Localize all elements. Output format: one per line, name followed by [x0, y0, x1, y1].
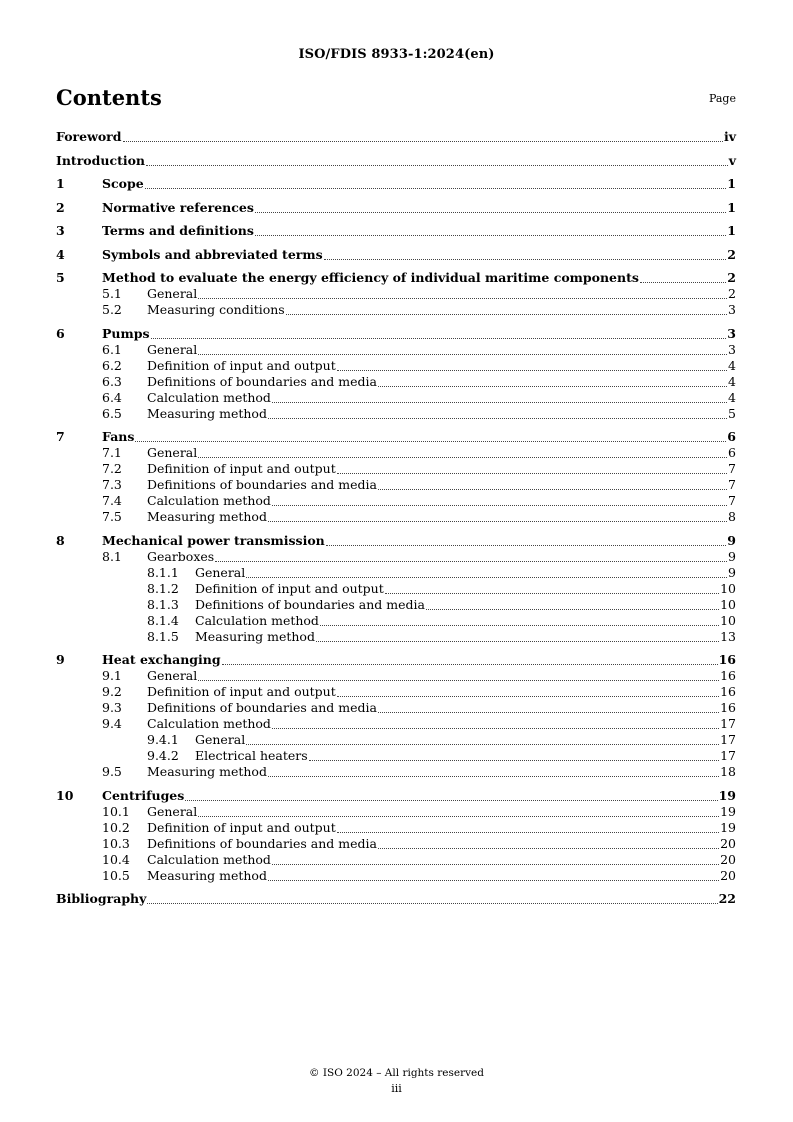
toc-entry[interactable]	[56, 269, 736, 286]
toc-entry-page: 9	[728, 548, 736, 564]
toc-entry-page: 4	[728, 373, 736, 389]
toc-entry-number: 3	[56, 223, 65, 238]
toc-entry[interactable]	[56, 565, 736, 581]
dot-leader	[268, 521, 727, 522]
dot-leader	[426, 609, 719, 610]
toc-entry-page: 2	[727, 270, 736, 285]
toc-entry-title: Calculation method	[147, 851, 271, 867]
toc-entry-title: Measuring method	[147, 867, 267, 883]
toc-entry-number: 9.4.1	[147, 732, 179, 747]
toc-entry-number: 9.1	[102, 668, 122, 683]
toc-entry-page: 1	[727, 176, 736, 191]
toc-entry-page: 2	[727, 246, 736, 262]
toc-entry-number: 7.1	[102, 445, 122, 460]
toc-entry-number: 6	[56, 325, 65, 341]
toc-entry-number: 1	[56, 176, 65, 191]
toc-entry-number: 10.2	[102, 819, 130, 835]
toc-entry[interactable]	[56, 302, 736, 318]
toc-entry[interactable]	[56, 128, 736, 145]
toc-entry-page: 8	[728, 509, 736, 524]
toc-entry-title: Definitions of boundaries and media	[147, 835, 377, 851]
toc-entry-title: Definition of input and output	[147, 819, 336, 835]
toc-entry-number: 10.3	[102, 835, 130, 851]
dot-leader	[198, 298, 727, 299]
dot-leader	[147, 903, 717, 904]
toc-entry-title: Pumps	[102, 325, 150, 341]
dot-leader	[378, 712, 719, 713]
toc-entry-title: Definition of input and output	[147, 461, 336, 476]
toc-entry-title: Method to evaluate the energy efficiency of individual maritime components	[102, 270, 639, 285]
toc-entry-title: Measuring method	[147, 509, 267, 524]
toc-entry[interactable]	[56, 325, 736, 342]
toc-entry[interactable]	[56, 684, 736, 700]
toc-entry-number: 8.1.5	[147, 628, 179, 644]
toc-entry-title: Mechanical power transmission	[102, 532, 325, 548]
dot-leader	[272, 402, 727, 403]
toc-entry[interactable]	[56, 787, 736, 804]
dot-leader	[215, 561, 727, 562]
toc-entry[interactable]	[56, 342, 736, 358]
dot-leader	[378, 848, 719, 849]
toc-entry-title: Heat exchanging	[102, 652, 221, 667]
toc-entry[interactable]	[56, 445, 736, 461]
dot-leader	[316, 641, 719, 642]
dot-leader	[135, 441, 726, 442]
page-number: iii	[391, 1082, 402, 1095]
toc-entry[interactable]	[56, 493, 736, 509]
contents-title: Contents	[56, 85, 162, 110]
dot-leader	[268, 418, 727, 419]
toc-entry[interactable]	[56, 764, 736, 780]
toc-entry-title: Fans	[102, 429, 135, 444]
toc-entry-number: 7.2	[102, 461, 122, 476]
page-column-label: Page	[708, 92, 736, 105]
toc-entry[interactable]	[56, 581, 736, 597]
toc-entry-number: 8	[56, 532, 65, 548]
toc-entry-number: 6.4	[102, 389, 122, 405]
dot-leader	[272, 728, 719, 729]
toc-entry-page: 3	[728, 341, 736, 357]
dot-leader	[272, 864, 719, 865]
toc-entry-page: 16	[720, 668, 736, 683]
toc-entry-title: General	[195, 564, 246, 580]
toc-entry-number: 4	[56, 246, 65, 262]
toc-entry[interactable]	[56, 532, 736, 549]
toc-entry-page: iv	[723, 129, 736, 144]
toc-entry-title: General	[195, 732, 246, 747]
dot-leader	[222, 664, 718, 665]
toc-entry-title: Foreword	[56, 129, 122, 144]
toc-entry[interactable]	[56, 868, 736, 884]
toc-entry-page: 19	[720, 803, 736, 819]
toc-entry-page: 7	[728, 477, 736, 492]
toc-entry-page: 2	[728, 286, 736, 301]
toc-entry-title: Calculation method	[147, 493, 271, 508]
toc-entry-page: 20	[720, 867, 736, 883]
toc-entry-title: Gearboxes	[147, 548, 215, 564]
toc-entry[interactable]	[56, 549, 736, 565]
toc-entry-number: 7.5	[102, 509, 122, 524]
table-of-contents	[56, 128, 736, 907]
toc-entry-title: Definitions of boundaries and media	[195, 596, 425, 612]
toc-entry-title: Definition of input and output	[147, 357, 336, 373]
toc-entry[interactable]	[56, 222, 736, 239]
toc-entry[interactable]	[56, 748, 736, 764]
dot-leader	[123, 141, 723, 142]
toc-entry-number: 7.3	[102, 477, 122, 492]
toc-entry-page: 17	[720, 716, 736, 731]
toc-entry-title: Terms and definitions	[102, 223, 254, 238]
toc-entry-page: 5	[728, 405, 736, 421]
toc-entry-number: 10.4	[102, 851, 130, 867]
toc-entry[interactable]	[56, 175, 736, 192]
toc-entry-number: 5.2	[102, 302, 122, 317]
dot-leader	[268, 776, 719, 777]
toc-entry[interactable]	[56, 732, 736, 748]
toc-entry-page: 19	[720, 819, 736, 835]
toc-entry[interactable]	[56, 509, 736, 525]
toc-entry-title: Definitions of boundaries and media	[147, 700, 377, 715]
toc-entry-title: Introduction	[56, 152, 146, 168]
toc-entry-title: Measuring method	[147, 405, 267, 421]
toc-entry-number: 7.4	[102, 493, 122, 508]
dot-leader	[198, 354, 727, 355]
toc-entry-title: Bibliography	[56, 891, 147, 906]
toc-entry-page: 9	[727, 532, 736, 548]
dot-leader	[268, 880, 719, 881]
toc-entry-number: 6.2	[102, 357, 122, 373]
toc-entry-number: 9.2	[102, 684, 122, 699]
toc-entry-title: Symbols and abbreviated terms	[102, 246, 323, 262]
toc-entry-title: General	[147, 668, 198, 683]
toc-entry-title: General	[147, 445, 198, 460]
toc-entry-number: 9.4	[102, 716, 122, 731]
dot-leader	[337, 473, 727, 474]
toc-entry-title: Electrical heaters	[195, 748, 308, 763]
toc-entry-number: 8.1.4	[147, 612, 179, 628]
toc-entry-title: Measuring method	[195, 628, 315, 644]
dot-leader	[151, 338, 727, 339]
document-header: ISO/FDIS 8933-1:2024(en)	[298, 47, 495, 62]
dot-leader	[309, 760, 719, 761]
toc-entry-page: 4	[728, 389, 736, 405]
toc-entry[interactable]	[56, 804, 736, 820]
toc-entry-number: 8.1.3	[147, 596, 179, 612]
toc-entry-title: Calculation method	[195, 612, 319, 628]
toc-entry[interactable]	[56, 390, 736, 406]
toc-entry-page: 17	[720, 748, 736, 763]
toc-entry-page: 17	[720, 732, 736, 747]
toc-entry-page: 10	[720, 612, 736, 628]
toc-entry-title: General	[147, 803, 198, 819]
toc-entry-page: 16	[720, 700, 736, 715]
toc-entry[interactable]	[56, 836, 736, 852]
document-footer	[0, 1067, 793, 1095]
toc-entry[interactable]	[56, 246, 736, 263]
toc-entry-title: Scope	[102, 176, 144, 191]
toc-entry-page: 16	[718, 652, 736, 667]
toc-entry-title: Centrifuges	[102, 787, 185, 803]
toc-entry[interactable]	[56, 668, 736, 684]
toc-entry-title: Definitions of boundaries and media	[147, 477, 377, 492]
toc-entry-number: 5.1	[102, 286, 122, 301]
toc-entry[interactable]	[56, 700, 736, 716]
dot-leader	[378, 489, 727, 490]
toc-entry-page: 3	[728, 302, 736, 317]
dot-leader	[198, 457, 727, 458]
toc-entry-number: 6.5	[102, 405, 122, 421]
toc-entry-title: Normative references	[102, 199, 254, 215]
toc-entry[interactable]	[56, 852, 736, 868]
dot-leader	[337, 370, 727, 371]
toc-entry-page: 22	[718, 891, 736, 906]
dot-leader	[255, 212, 726, 213]
dot-leader	[324, 259, 727, 260]
dot-leader	[640, 282, 726, 283]
toc-entry[interactable]	[56, 406, 736, 422]
dot-leader	[385, 593, 719, 594]
dot-leader	[246, 577, 727, 578]
toc-entry[interactable]	[56, 890, 736, 907]
toc-entry[interactable]	[56, 477, 736, 493]
toc-entry-page: 19	[718, 787, 736, 803]
toc-entry[interactable]	[56, 199, 736, 216]
dot-leader	[198, 680, 719, 681]
toc-entry-number: 9.4.2	[147, 748, 179, 763]
toc-entry-number: 7	[56, 429, 65, 444]
dot-leader	[320, 625, 719, 626]
toc-entry-page: 1	[727, 199, 736, 215]
toc-entry-page: 16	[720, 684, 736, 699]
dot-leader	[337, 696, 719, 697]
toc-entry-number: 9	[56, 652, 65, 667]
toc-entry-page: 1	[727, 223, 736, 238]
toc-entry-number: 10.1	[102, 803, 130, 819]
dot-leader	[145, 188, 727, 189]
copyright-notice: © ISO 2024 – All rights reserved	[309, 1067, 484, 1079]
toc-entry-page: v	[728, 152, 736, 168]
toc-entry-page: 7	[728, 493, 736, 508]
toc-entry-number: 6.1	[102, 341, 122, 357]
toc-entry-page: 18	[720, 764, 736, 779]
toc-entry[interactable]	[56, 428, 736, 445]
toc-entry-title: Measuring method	[147, 764, 267, 779]
toc-entry[interactable]	[56, 651, 736, 668]
toc-entry-page: 13	[720, 628, 736, 644]
toc-entry-number: 5	[56, 270, 65, 285]
toc-entry[interactable]	[56, 286, 736, 302]
dot-leader	[272, 505, 727, 506]
toc-entry-page: 4	[728, 357, 736, 373]
toc-entry[interactable]	[56, 629, 736, 645]
toc-entry-title: Definition of input and output	[195, 580, 384, 596]
toc-entry[interactable]	[56, 820, 736, 836]
toc-entry-page: 20	[720, 851, 736, 867]
toc-entry-title: Measuring conditions	[147, 302, 285, 317]
dot-leader	[326, 545, 727, 546]
dot-leader	[185, 800, 717, 801]
toc-entry-number: 9.3	[102, 700, 122, 715]
toc-entry-number: 8.1.2	[147, 580, 179, 596]
toc-entry-number: 9.5	[102, 764, 122, 779]
toc-entry-number: 8.1	[102, 548, 122, 564]
dot-leader	[198, 816, 719, 817]
toc-entry-page: 3	[727, 325, 736, 341]
toc-entry-number: 8.1.1	[147, 564, 179, 580]
toc-entry-title: General	[147, 341, 198, 357]
toc-entry-title: Definitions of boundaries and media	[147, 373, 377, 389]
toc-entry-title: Calculation method	[147, 389, 271, 405]
toc-entry-title: Definition of input and output	[147, 684, 336, 699]
toc-entry[interactable]	[56, 461, 736, 477]
dot-leader	[378, 386, 727, 387]
toc-entry-number: 6.3	[102, 373, 122, 389]
toc-entry[interactable]	[56, 613, 736, 629]
dot-leader	[286, 314, 727, 315]
toc-entry-page: 7	[728, 461, 736, 476]
toc-entry-number: 2	[56, 199, 65, 215]
toc-entry-page: 20	[720, 835, 736, 851]
toc-entry-page: 10	[720, 580, 736, 596]
toc-entry[interactable]	[56, 358, 736, 374]
toc-entry[interactable]	[56, 597, 736, 613]
toc-entry-page: 6	[728, 445, 736, 460]
toc-entry-title: Calculation method	[147, 716, 271, 731]
dot-leader	[255, 235, 726, 236]
toc-entry-number: 10	[56, 787, 74, 803]
toc-entry-page: 9	[728, 564, 736, 580]
toc-entry-number: 10.5	[102, 867, 130, 883]
dot-leader	[246, 744, 719, 745]
toc-entry[interactable]	[56, 716, 736, 732]
toc-entry[interactable]	[56, 152, 736, 169]
dot-leader	[337, 832, 719, 833]
toc-entry-page: 6	[727, 429, 736, 444]
toc-entry[interactable]	[56, 374, 736, 390]
toc-entry-title: General	[147, 286, 198, 301]
toc-entry-page: 10	[720, 596, 736, 612]
dot-leader	[146, 165, 728, 166]
